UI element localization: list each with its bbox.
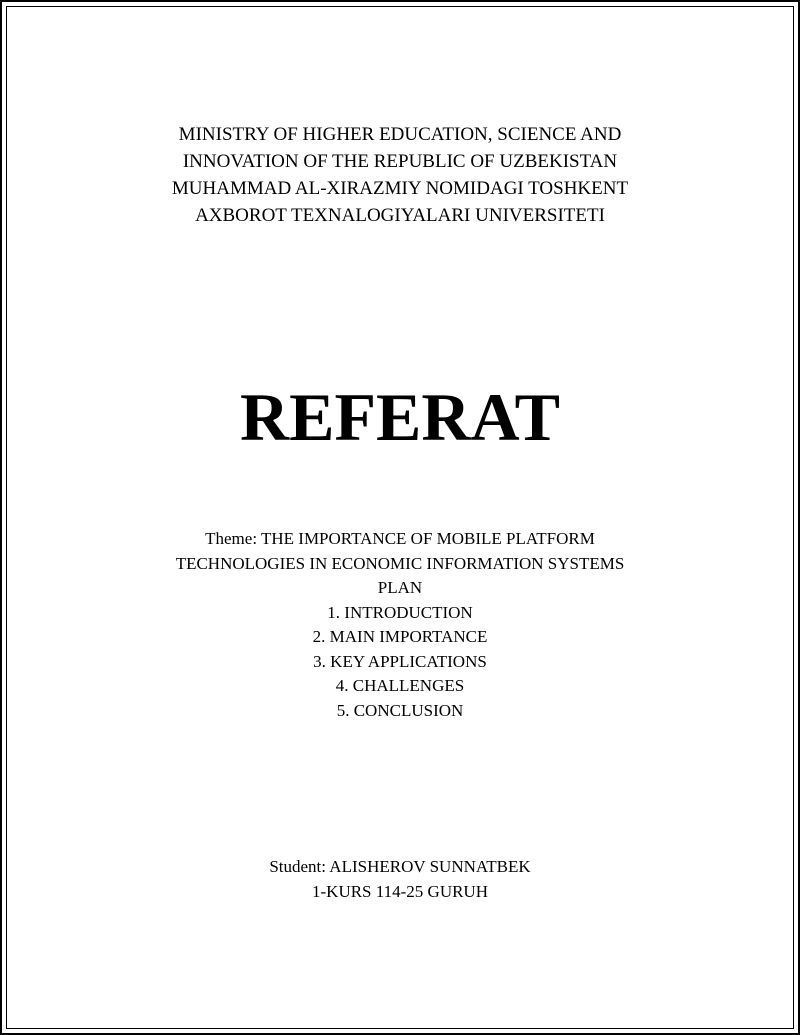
plan-heading: PLAN: [377, 578, 423, 597]
plan-item: 1. INTRODUCTION: [327, 602, 473, 622]
plan-item: 4. CHALLENGES: [335, 676, 465, 695]
plan-item: 3. KEY APPLICATIONS: [313, 651, 487, 671]
document-title: REFERAT: [240, 379, 560, 455]
header-line: AXBOROT TEXNALOGIYALARI UNIVERSITETI: [195, 205, 605, 226]
institution-header: [0, 121, 800, 229]
student-info: [0, 854, 800, 904]
plan-item: 2. MAIN IMPORTANCE: [312, 627, 488, 646]
theme-section: [0, 527, 800, 723]
header-line: MUHAMMAD AL-XIRAZMIY NOMIDAGI TOSHKENT: [171, 178, 629, 199]
student-group: 1-KURS 114-25 GURUH: [312, 882, 488, 901]
theme-line: TECHNOLOGIES IN ECONOMIC INFORMATION SYSTEMS: [175, 553, 625, 573]
header-line: INNOVATION OF THE REPUBLIC OF UZBEKISTAN: [182, 151, 618, 172]
theme-line: Theme: THE IMPORTANCE OF MOBILE PLATFORM: [205, 529, 595, 548]
plan-list: [0, 601, 800, 724]
student-name: Student: ALISHEROV SUNNATBEK: [269, 857, 531, 876]
header-line: MINISTRY OF HIGHER EDUCATION, SCIENCE AND: [178, 124, 622, 145]
plan-item: 5. CONCLUSION: [336, 700, 464, 720]
